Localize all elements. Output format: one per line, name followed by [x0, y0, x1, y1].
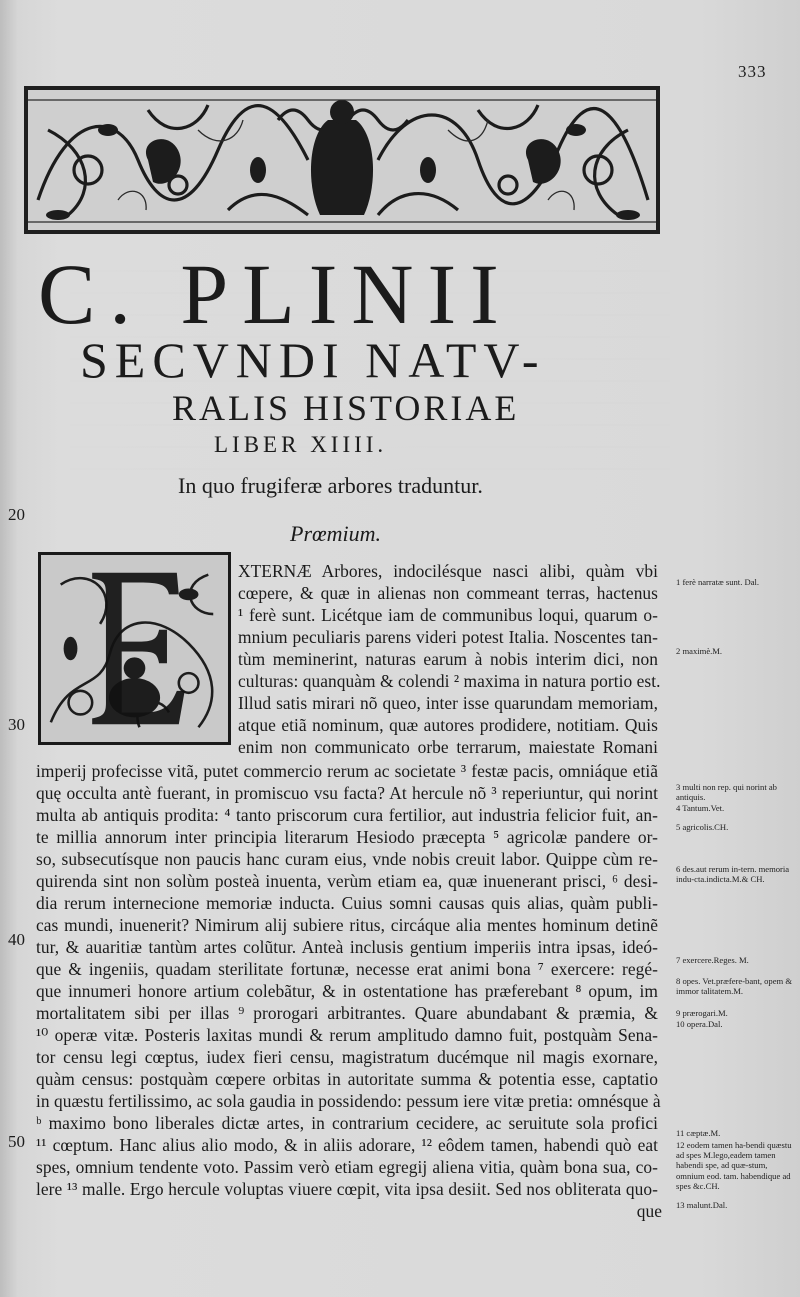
margin-note: 12 eodem tamen ha-bendi quæstu ad spes M.lego,eadem tamen habendi spe, ad quæ-stum, omnium eod. tam. habendique ad spes &c.CH. — [676, 1140, 792, 1191]
text-line: quę occulta antè fuerant, in promiscuo vsu facta? At hercule nõ ³ reperiuntur, qui norint — [36, 783, 658, 803]
text-line: tor censu legi cœptus, iudex fieri censu, magistratum ducémque nil magis exornare, — [36, 1047, 658, 1067]
text-line: cas mundi, inuenerit? Nimirum alij subiere ritus, circáque alia mentes hominum detinẽ — [36, 915, 658, 935]
page-number: 333 — [738, 62, 767, 81]
text-line: ¹⁰ operæ vitæ. Posteris laxitas mundi & rerum amplitudo damno fuit, postquàm Sena- — [36, 1025, 658, 1045]
title-line-historiae: RALIS HISTORIAE — [172, 388, 520, 428]
text-line: mortalitatem sibi per illas ⁹ prorogari arbitrantes. Quare abundabant & præmia, & — [36, 1003, 658, 1023]
text-line: tùm meminerint, naturas earum à nobis interim dici, non — [238, 649, 658, 669]
text-line: que innumeri honore artium colebãtur, & in ostentatione has præferebant ⁸ opum, im — [36, 981, 658, 1001]
section-heading: Prœmium. — [290, 521, 382, 546]
margin-note: 5 agricolis.CH. — [676, 822, 729, 832]
line-number-30: 30 — [8, 715, 25, 734]
text-line: que & ingeniis, quadam sterilitate fortunæ, necesse erat animi bona ⁷ exercere: regé- — [36, 959, 658, 979]
line-number-50: 50 — [8, 1132, 25, 1151]
margin-note: 8 opes. Vet.præfere-bant, opem & immor talitatem.M. — [676, 976, 793, 997]
decorated-initial — [38, 552, 231, 745]
margin-note: 7 exercere.Reges. M. — [676, 955, 749, 965]
text-line: multa ab antiquis prodita: ⁴ tanto priscorum cura fertilior, aut industria felicior fuit, an- — [36, 805, 658, 825]
title-author: C. PLINII — [38, 246, 513, 342]
line-number-40: 40 — [8, 930, 25, 949]
book-subtitle: In quo frugiferæ arbores traduntur. — [178, 473, 483, 498]
text-line: mnium peculiaris parens videri potest Italia. Noscentes tan- — [238, 627, 658, 647]
margin-note: 9 prærogari.M. — [676, 1008, 728, 1018]
text-line: XTERNÆ Arbores, indocilésque nasci alibi, quàm vbi — [238, 561, 658, 581]
text-line: ᵇ maximo bono liberales dictæ artes, in contrarium cecidere, ac seruitute sola profici — [36, 1113, 658, 1133]
foliage-ornament-icon — [28, 90, 656, 230]
text-line: in quæstu fertilissimo, ac sola gaudia in possidendo: pessum iere vitæ pretia: omnésque à — [36, 1091, 661, 1111]
catchword: que — [636, 1201, 662, 1221]
line-number-20: 20 — [8, 505, 25, 524]
text-line: enim non communicato orbe terrarum, maiestate Romani — [238, 737, 658, 757]
text-line: tur, & auaritiæ tantùm artes colũtur. Anteà inclusis gentium imperiis intra ipsas, ideó- — [36, 937, 658, 957]
ornamental-headpiece — [24, 86, 660, 234]
text-line: quàm census: postquàm cœpere orbitas in autoritate summa & potentia esse, captatio — [36, 1069, 658, 1089]
margin-note: 13 malunt.Dal. — [676, 1200, 728, 1210]
margin-note: 4 Tantum.Vet. — [676, 803, 725, 813]
text-line: cœpere, & quæ in alienas non commeant terras, hactenus — [238, 583, 658, 603]
margin-note: 6 des.aut rerum in-tern. memoria indu-cta.indicta.M.& CH. — [676, 864, 790, 885]
text-line: quirenda sint non solùm posteà inuenta, verùm etiam ea, quæ inuenerant prisci, ⁶ desi- — [36, 871, 658, 891]
text-line: spes, omnium tendente voto. Passim verò etiam egregij aliena vitia, quàm bona sua, co- — [36, 1157, 658, 1177]
floral-initial-icon — [41, 555, 228, 742]
text-line: dia rerum internecione memoriæ inducta. Cuius somni causas quis alias, quàm publi- — [36, 893, 658, 913]
text-line: atque etiã nominum, quæ autores prodidere, notitiam. Quis — [238, 715, 658, 735]
text-line: lere ¹³ malle. Ergo hercule voluptas viuere cœpit, vita ipsa desiit. Sed nos obliterata quo- — [36, 1179, 658, 1199]
margin-note: 11 cæptæ.M. — [676, 1128, 721, 1138]
margin-note: 3 multi non rep. qui norint ab antiquis. — [676, 782, 777, 803]
margin-note: 2 maximè.M. — [676, 646, 723, 656]
text-line: culturas: quanquàm & colendi ² maxima in natura portio est. — [238, 671, 661, 691]
text-line: te millia annorum inter principia literarum Hesiodo præcepta ⁵ agricolæ pandere or- — [36, 827, 658, 847]
title-line-secundi: SECVNDI NATV- — [80, 332, 546, 388]
margin-note: 10 opera.Dal. — [676, 1019, 723, 1029]
text-line: so, subsecutísque non paucis hanc curam eius, vnde nobis creuit labor. Quippe cùm re- — [36, 849, 658, 869]
margin-note: 1 ferè narratæ sunt. Dal. — [676, 577, 760, 587]
text-line: imperij profecisse vitã, putet commercio rerum ac societate ³ festæ pacis, omniáque etiã — [36, 761, 658, 781]
text-line: Illud satis mirari nõ queo, inter isse quarundam memoriam, — [238, 693, 658, 713]
text-line: ¹ ferè sunt. Licétque iam de communibus loqui, quarum o- — [238, 605, 658, 625]
book-number: LIBER XIIII. — [214, 432, 388, 457]
text-line: ¹¹ cœptum. Hanc alius alio modo, & in aliis adorare, ¹² eôdem tamen, habendi quò eat — [36, 1135, 658, 1155]
